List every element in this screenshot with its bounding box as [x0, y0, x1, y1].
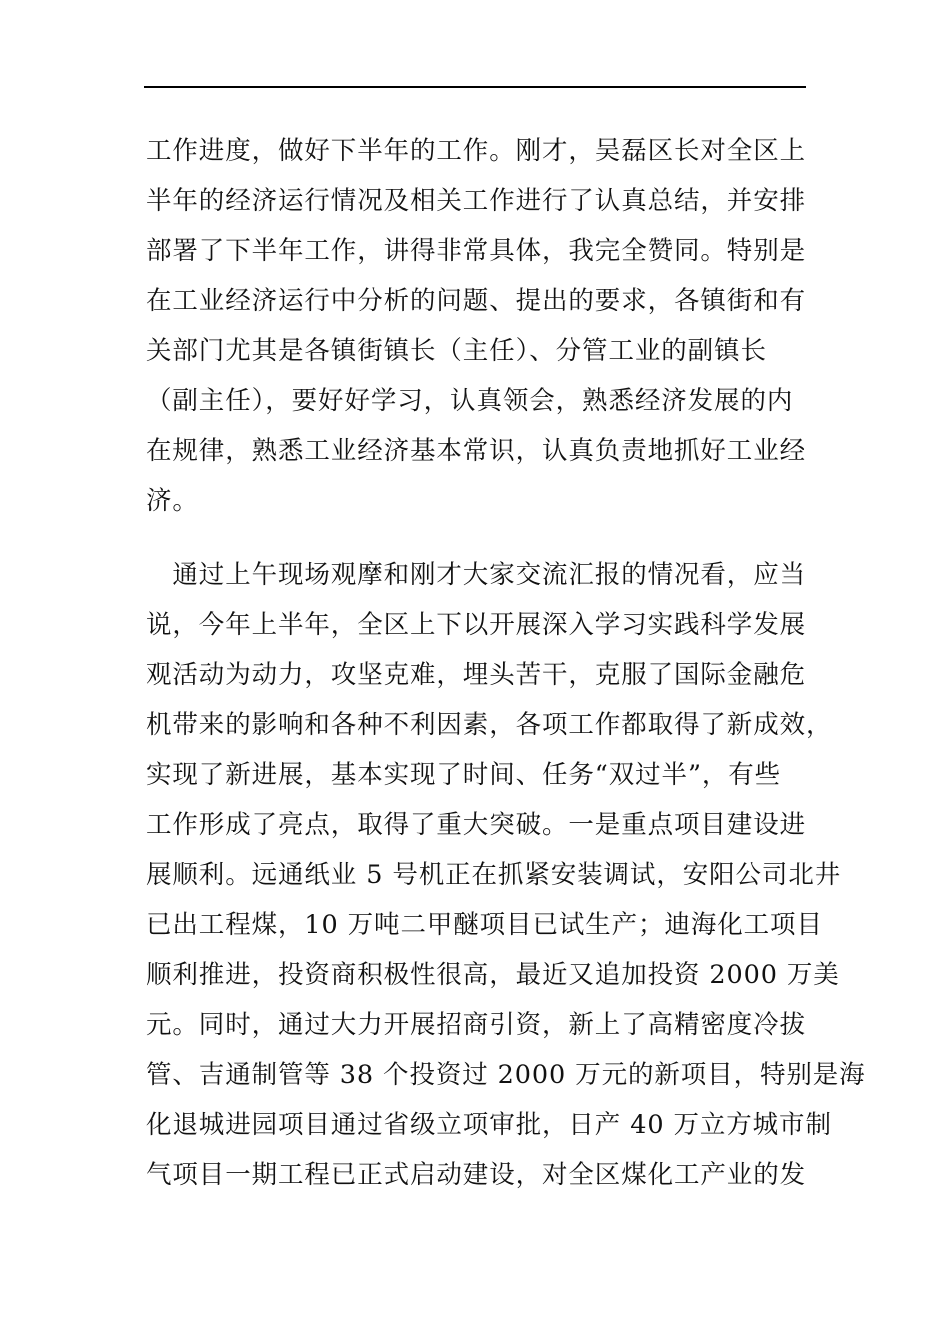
paragraph-1 [146, 126, 806, 526]
text-line: 元。同时，通过大力开展招商引资，新上了高精密度冷拔 [146, 1010, 807, 1040]
text-line: 实现了新进展，基本实现了时间、任务“双过半”，有些 [146, 760, 782, 790]
text-line: （副主任），要好好学习，认真领会，熟悉经济发展的内 [146, 386, 794, 416]
text-line: 说，今年上半年，全区上下以开展深入学习实践科学发展 [146, 610, 807, 640]
text-line: 顺利推进，投资商积极性很高，最近又追加投资 2000 万美 [146, 960, 840, 990]
text-line: 已出工程煤，10 万吨二甲醚项目已试生产；迪海化工项目 [146, 910, 823, 940]
text-line: 气项目一期工程已正式启动建设，对全区煤化工产业的发 [146, 1160, 807, 1190]
header-rule [144, 86, 806, 88]
text-line: 部署了下半年工作，讲得非常具体，我完全赞同。特别是 [146, 236, 807, 266]
text-line: 展顺利。远通纸业 5 号机正在抓紧安装调试，安阳公司北井 [146, 860, 842, 890]
text-line: 济。 [146, 486, 199, 516]
text-line: 化退城进园项目通过省级立项审批，日产 40 万立方城市制 [146, 1110, 832, 1140]
text-line: 工作形成了亮点，取得了重大突破。一是重点项目建设进 [146, 810, 807, 840]
text-line: 管、吉通制管等 38 个投资过 2000 万元的新项目，特别是海 [146, 1060, 866, 1090]
body-text [146, 126, 866, 1200]
text-line: 通过上午现场观摩和刚才大家交流汇报的情况看，应当 [146, 560, 807, 590]
paragraph-gap [146, 526, 806, 550]
text-line: 观活动为动力，攻坚克难，埋头苦干，克服了国际金融危 [146, 660, 807, 690]
text-line: 在规律，熟悉工业经济基本常识，认真负责地抓好工业经 [146, 436, 807, 466]
text-line: 在工业经济运行中分析的问题、提出的要求，各镇街和有 [146, 286, 807, 316]
text-line: 机带来的影响和各种不利因素，各项工作都取得了新成效， [146, 710, 833, 740]
text-line: 工作进度，做好下半年的工作。刚才，吴磊区长对全区上 [146, 136, 807, 166]
text-line: 关部门尤其是各镇街镇长（主任）、分管工业的副镇长 [146, 336, 767, 366]
paragraph-2 [146, 550, 866, 1200]
text-line: 半年的经济运行情况及相关工作进行了认真总结，并安排 [146, 186, 807, 216]
